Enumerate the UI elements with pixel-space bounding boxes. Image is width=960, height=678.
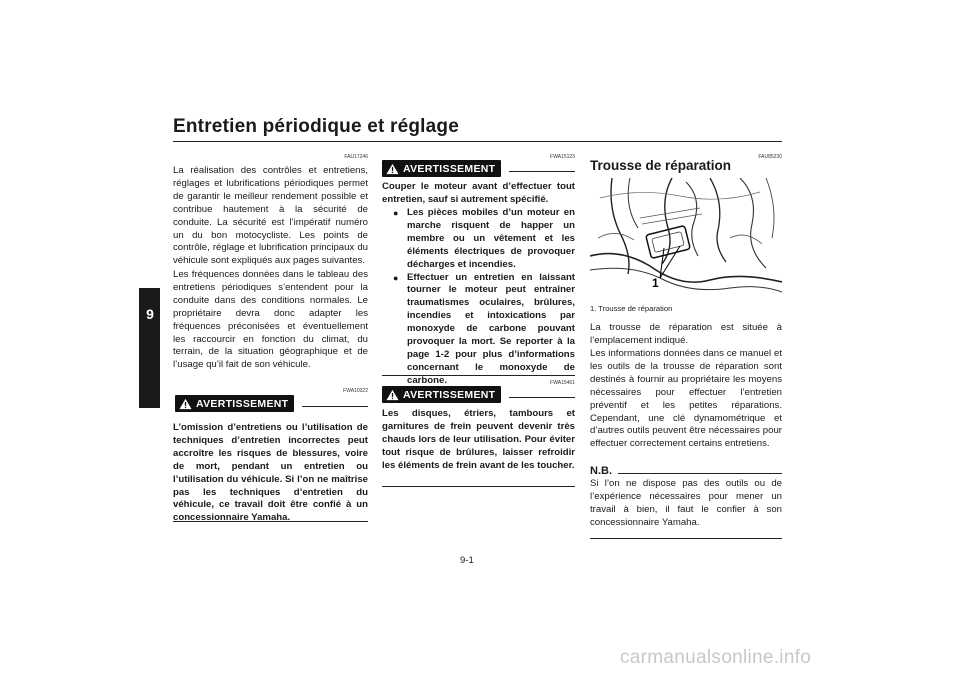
warning2-text: Les disques, étriers, tambours et garnitures de frein peuvent devenir très chauds lors de leur utilisation. Pour éviter tout risque de brûlures, laisser refroidir les éléments de frein avant de les toucher. [382,408,575,471]
section-paragraph-2: Les informations données dans ce manuel et les outils de la trousse de réparation sont destinés à fournir au propriétaire les moyens nécessaires pour effectuer l’entretien préventif et les petites réparations. Cependant, une clé dynamométrique et d’autres outils peuvent être nécessaires pour effectuer correctement certains entretiens. [590,348,782,450]
section-heading: Trousse de réparation [590,158,732,173]
warning2-label: AVERTISSEMENT [403,388,496,401]
warning1-label: AVERTISSEMENT [403,162,496,175]
figure-caption: 1. Trousse de réparation [590,304,673,313]
title-rule [173,141,782,142]
warning-triangle-icon [386,389,399,401]
page-title: Entretien périodique et réglage [173,116,459,137]
warning2-header [382,386,575,403]
warning1-header [382,160,575,177]
warning2-rule [509,397,575,398]
warning2-ref-code: FWA15461 [550,380,575,386]
warning-end-rule [173,521,368,522]
warning1-badge [382,160,501,177]
section-paragraph-1: La trousse de réparation est située à l’emplacement indiqué. [590,322,782,346]
repair-kit-photo [590,178,782,298]
warning1-rule [509,171,575,172]
warning1-ref-code: FWA15123 [550,154,575,160]
warning-triangle-icon [179,398,192,410]
warning-rule [302,406,368,407]
callout-number: 1 [652,276,659,290]
nb-header [590,465,782,477]
warning2-badge [382,386,501,403]
warning1-bullets [393,207,575,388]
watermark: carmanualsonline.info [620,647,812,668]
list-item [393,272,575,388]
nb-label: N.B. [590,465,612,477]
warning-triangle-icon [386,163,399,175]
nb-rule [618,473,782,474]
repair-kit-illustration [590,178,782,298]
list-item [393,207,575,272]
ref-code: FAU17246 [344,154,368,160]
section-ref-code: FAU85230 [758,154,782,160]
nb-text: Si l’on ne dispose pas des outils ou de l’expérience nécessaires pour mener un travail à bien, il faut le confier à son concessionnaire Yamaha. [590,478,782,528]
intro-paragraph-2: Les fréquences données dans le tableau des entretiens périodiques s’entendent pour la conduite dans des conditions normales. Le propriétaire devra donc adapter les fréquences préconisées et éventuellement les raccourcir en fonction du climat, du terrain, de la situation géographique et de l’usage qu’il fait de son véhicule. [173,269,368,371]
warning2-end-rule [382,486,575,487]
warning1-end-rule [382,375,575,376]
chapter-number: 9 [146,306,154,322]
bullet-icon: ● [393,272,399,283]
warning-ref-code: FWA10322 [343,388,368,394]
warning-header [175,395,368,412]
warning-badge [175,395,294,412]
nb-end-rule [590,538,782,539]
bullet-icon: ● [393,208,399,218]
intro-paragraph: La réalisation des contrôles et entretiens, réglages et lubrifications périodiques permet de garantir le meilleur rendement possible et contribue hautement à la sécurité de conduite. La sécurité est l’impératif numéro un du bon motocycliste. Les points de contrôle, réglage et lubrification principaux du véhicule sont expliqués aux pages suivantes. [173,165,368,267]
bullet-text: Effectuer un entretien en laissant tourner le moteur peut entraîner traumatismes oculaires, brûlures, incendies et intoxications par monoxyde de carbone pouvant provoquer la mort. Se reporter à la page 1-2 pour plus d’informations concernant le monoxyde de carbone. [407,271,575,386]
warning-label: AVERTISSEMENT [196,397,289,410]
page-number: 9-1 [460,555,474,566]
warning1-text: Couper le moteur avant d’effectuer tout entretien, sauf si autrement spécifié. [382,181,575,205]
bullet-text: Les pièces mobiles d’un moteur en marche risquent de happer un membre ou un vêtement et les éléments électriques de provoquer décharges et incendies. [407,207,575,270]
warning-text: L’omission d’entretiens ou l’utilisation de techniques d’entretien incorrectes peut accroître les risques de blessures, voire de mort, pendant un entretien ou l’utilisation du véhicule. Si l’on ne maîtrise pas les techniques d’entretien du véhicule, ce travail doit être confié à un concessionnaire Yamaha. [173,422,368,524]
